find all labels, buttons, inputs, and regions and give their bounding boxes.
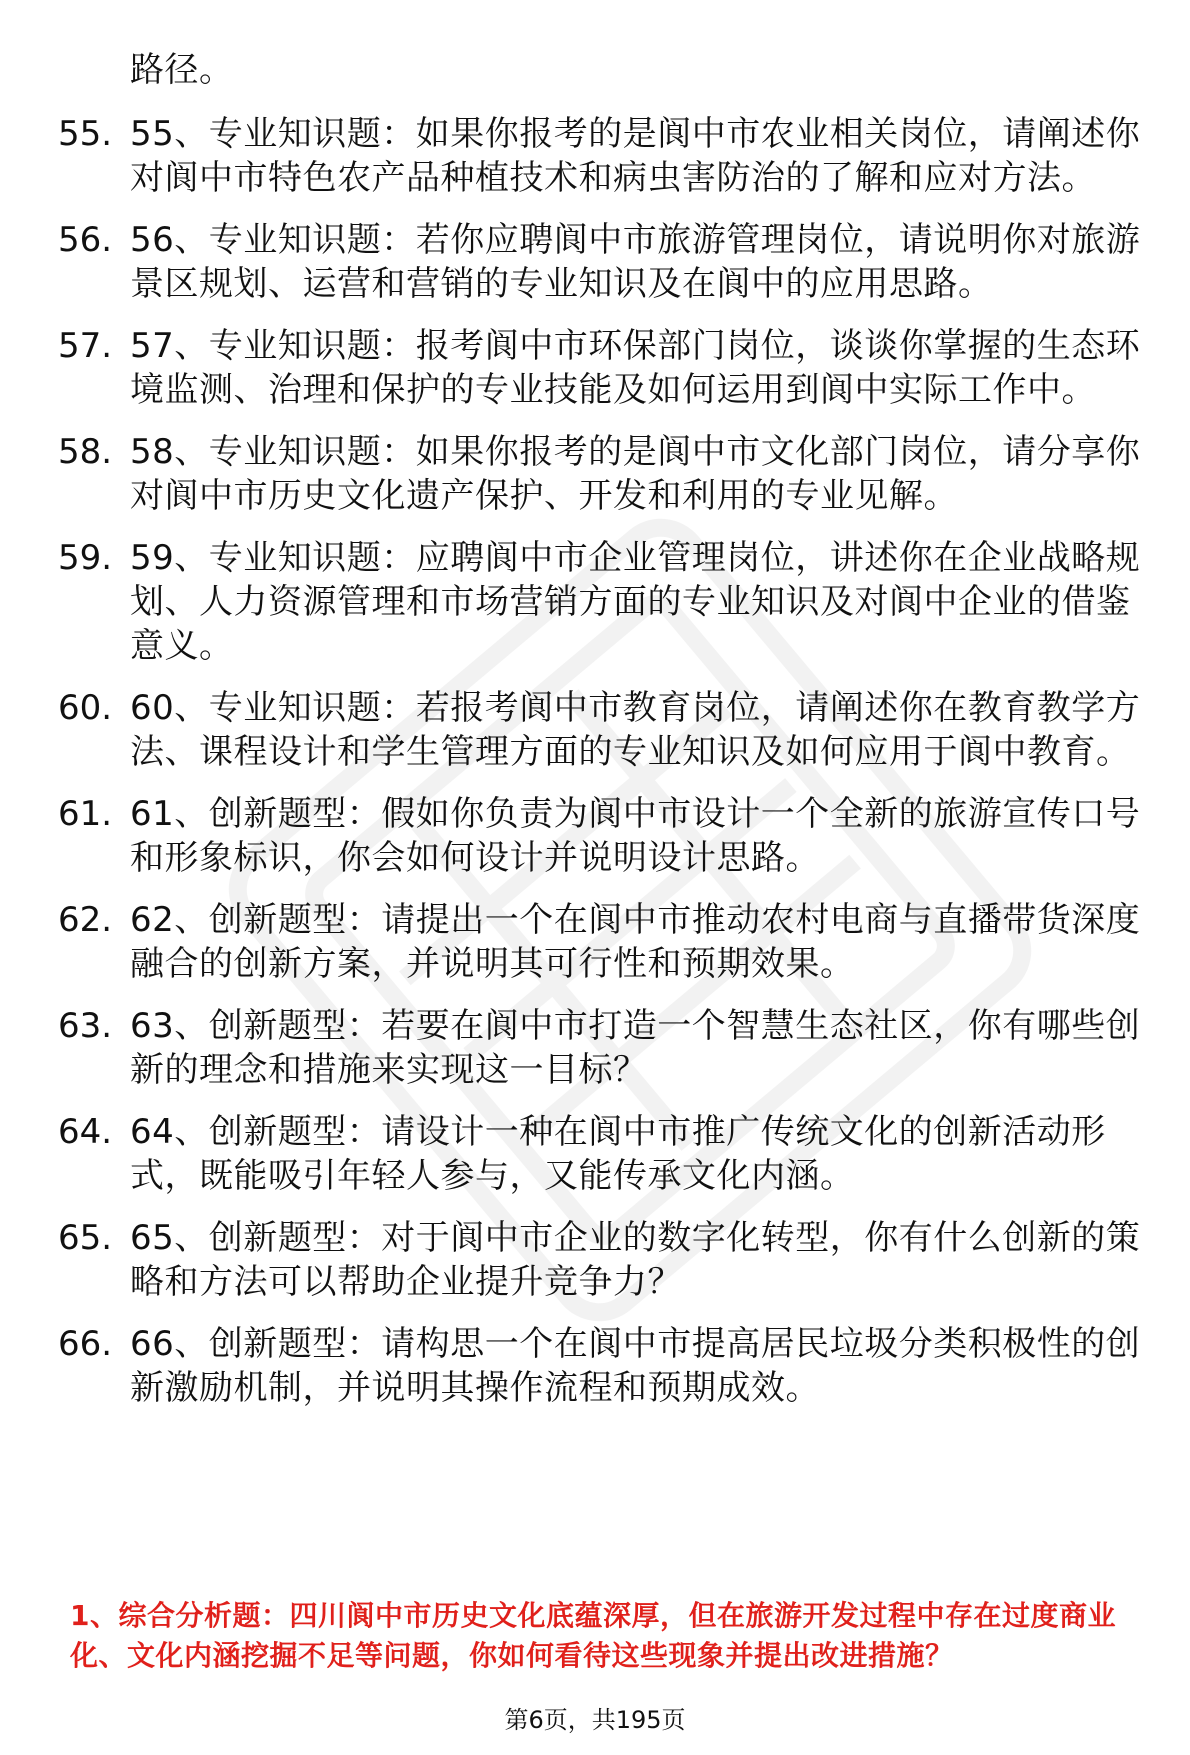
- list-item: [58, 898, 1158, 986]
- list-item: [58, 430, 1158, 518]
- list-item-number: 59.: [58, 538, 113, 578]
- list-item: [58, 1322, 1158, 1410]
- analysis-question: 1、综合分析题：四川阆中市历史文化底蕴深厚，但在旅游开发过程中存在过度商业化、文化内涵挖掘不足等问题，你如何看待这些现象并提出改进措施？: [70, 1599, 1116, 1672]
- list-item-number: 64.: [58, 1112, 113, 1152]
- list-item: [58, 324, 1158, 412]
- list-item-text: 57、专业知识题：报考阆中市环保部门岗位，谈谈你掌握的生态环境监测、治理和保护的专业技能及如何运用到阆中实际工作中。: [130, 326, 1141, 410]
- list-item: [58, 112, 1158, 200]
- list-item: [58, 1110, 1158, 1198]
- list-item-text: 56、专业知识题：若你应聘阆中市旅游管理岗位，请说明你对旅游景区规划、运营和营销的专业知识及在阆中的应用思路。: [130, 220, 1141, 304]
- list-item-text: 61、创新题型：假如你负责为阆中市设计一个全新的旅游宣传口号和形象标识，你会如何设计并说明设计思路。: [130, 794, 1141, 878]
- list-item: [58, 792, 1158, 880]
- list-item-number: 56.: [58, 220, 113, 260]
- list-item-text: 65、创新题型：对于阆中市企业的数字化转型，你有什么创新的策略和方法可以帮助企业提升竞争力？: [130, 1218, 1141, 1302]
- list-item-text: 59、专业知识题：应聘阆中市企业管理岗位，讲述你在企业战略规划、人力资源管理和市场营销方面的专业知识及对阆中企业的借鉴意义。: [130, 538, 1141, 666]
- list-item-number: 61.: [58, 794, 113, 834]
- list-item-text: 63、创新题型：若要在阆中市打造一个智慧生态社区，你有哪些创新的理念和措施来实现这一目标？: [130, 1006, 1141, 1090]
- list-item-number: 60.: [58, 688, 113, 728]
- list-item-text: 55、专业知识题：如果你报考的是阆中市农业相关岗位，请阐述你对阆中市特色农产品种植技术和病虫害防治的了解和应对方法。: [130, 114, 1141, 198]
- list-item-text: 64、创新题型：请设计一种在阆中市推广传统文化的创新活动形式，既能吸引年轻人参与，又能传承文化内涵。: [130, 1112, 1106, 1196]
- list-item-text: 66、创新题型：请构思一个在阆中市提高居民垃圾分类积极性的创新激励机制，并说明其操作流程和预期成效。: [130, 1324, 1141, 1408]
- list-item-text: 60、专业知识题：若报考阆中市教育岗位，请阐述你在教育教学方法、课程设计和学生管理方面的专业知识及如何应用于阆中教育。: [130, 688, 1141, 772]
- list-item-number: 55.: [58, 114, 113, 154]
- list-item: [58, 1216, 1158, 1304]
- list-item-number: 58.: [58, 432, 113, 472]
- list-item-text: 58、专业知识题：如果你报考的是阆中市文化部门岗位，请分享你对阆中市历史文化遗产保护、开发和利用的专业见解。: [130, 432, 1141, 516]
- list-item-number: 63.: [58, 1006, 113, 1046]
- question-list: [58, 112, 1158, 1428]
- list-item-number: 66.: [58, 1324, 113, 1364]
- list-item: [58, 686, 1158, 774]
- list-item: [58, 536, 1158, 668]
- list-item-number: 65.: [58, 1218, 113, 1258]
- list-item-number: 57.: [58, 326, 113, 366]
- continued-text: 路径。: [130, 50, 234, 90]
- page-footer: 第6页，共195页: [504, 1706, 686, 1734]
- list-item-text: 62、创新题型：请提出一个在阆中市推动农村电商与直播带货深度融合的创新方案，并说明其可行性和预期效果。: [130, 900, 1141, 984]
- list-item: [58, 218, 1158, 306]
- list-item: [58, 1004, 1158, 1092]
- list-item-number: 62.: [58, 900, 113, 940]
